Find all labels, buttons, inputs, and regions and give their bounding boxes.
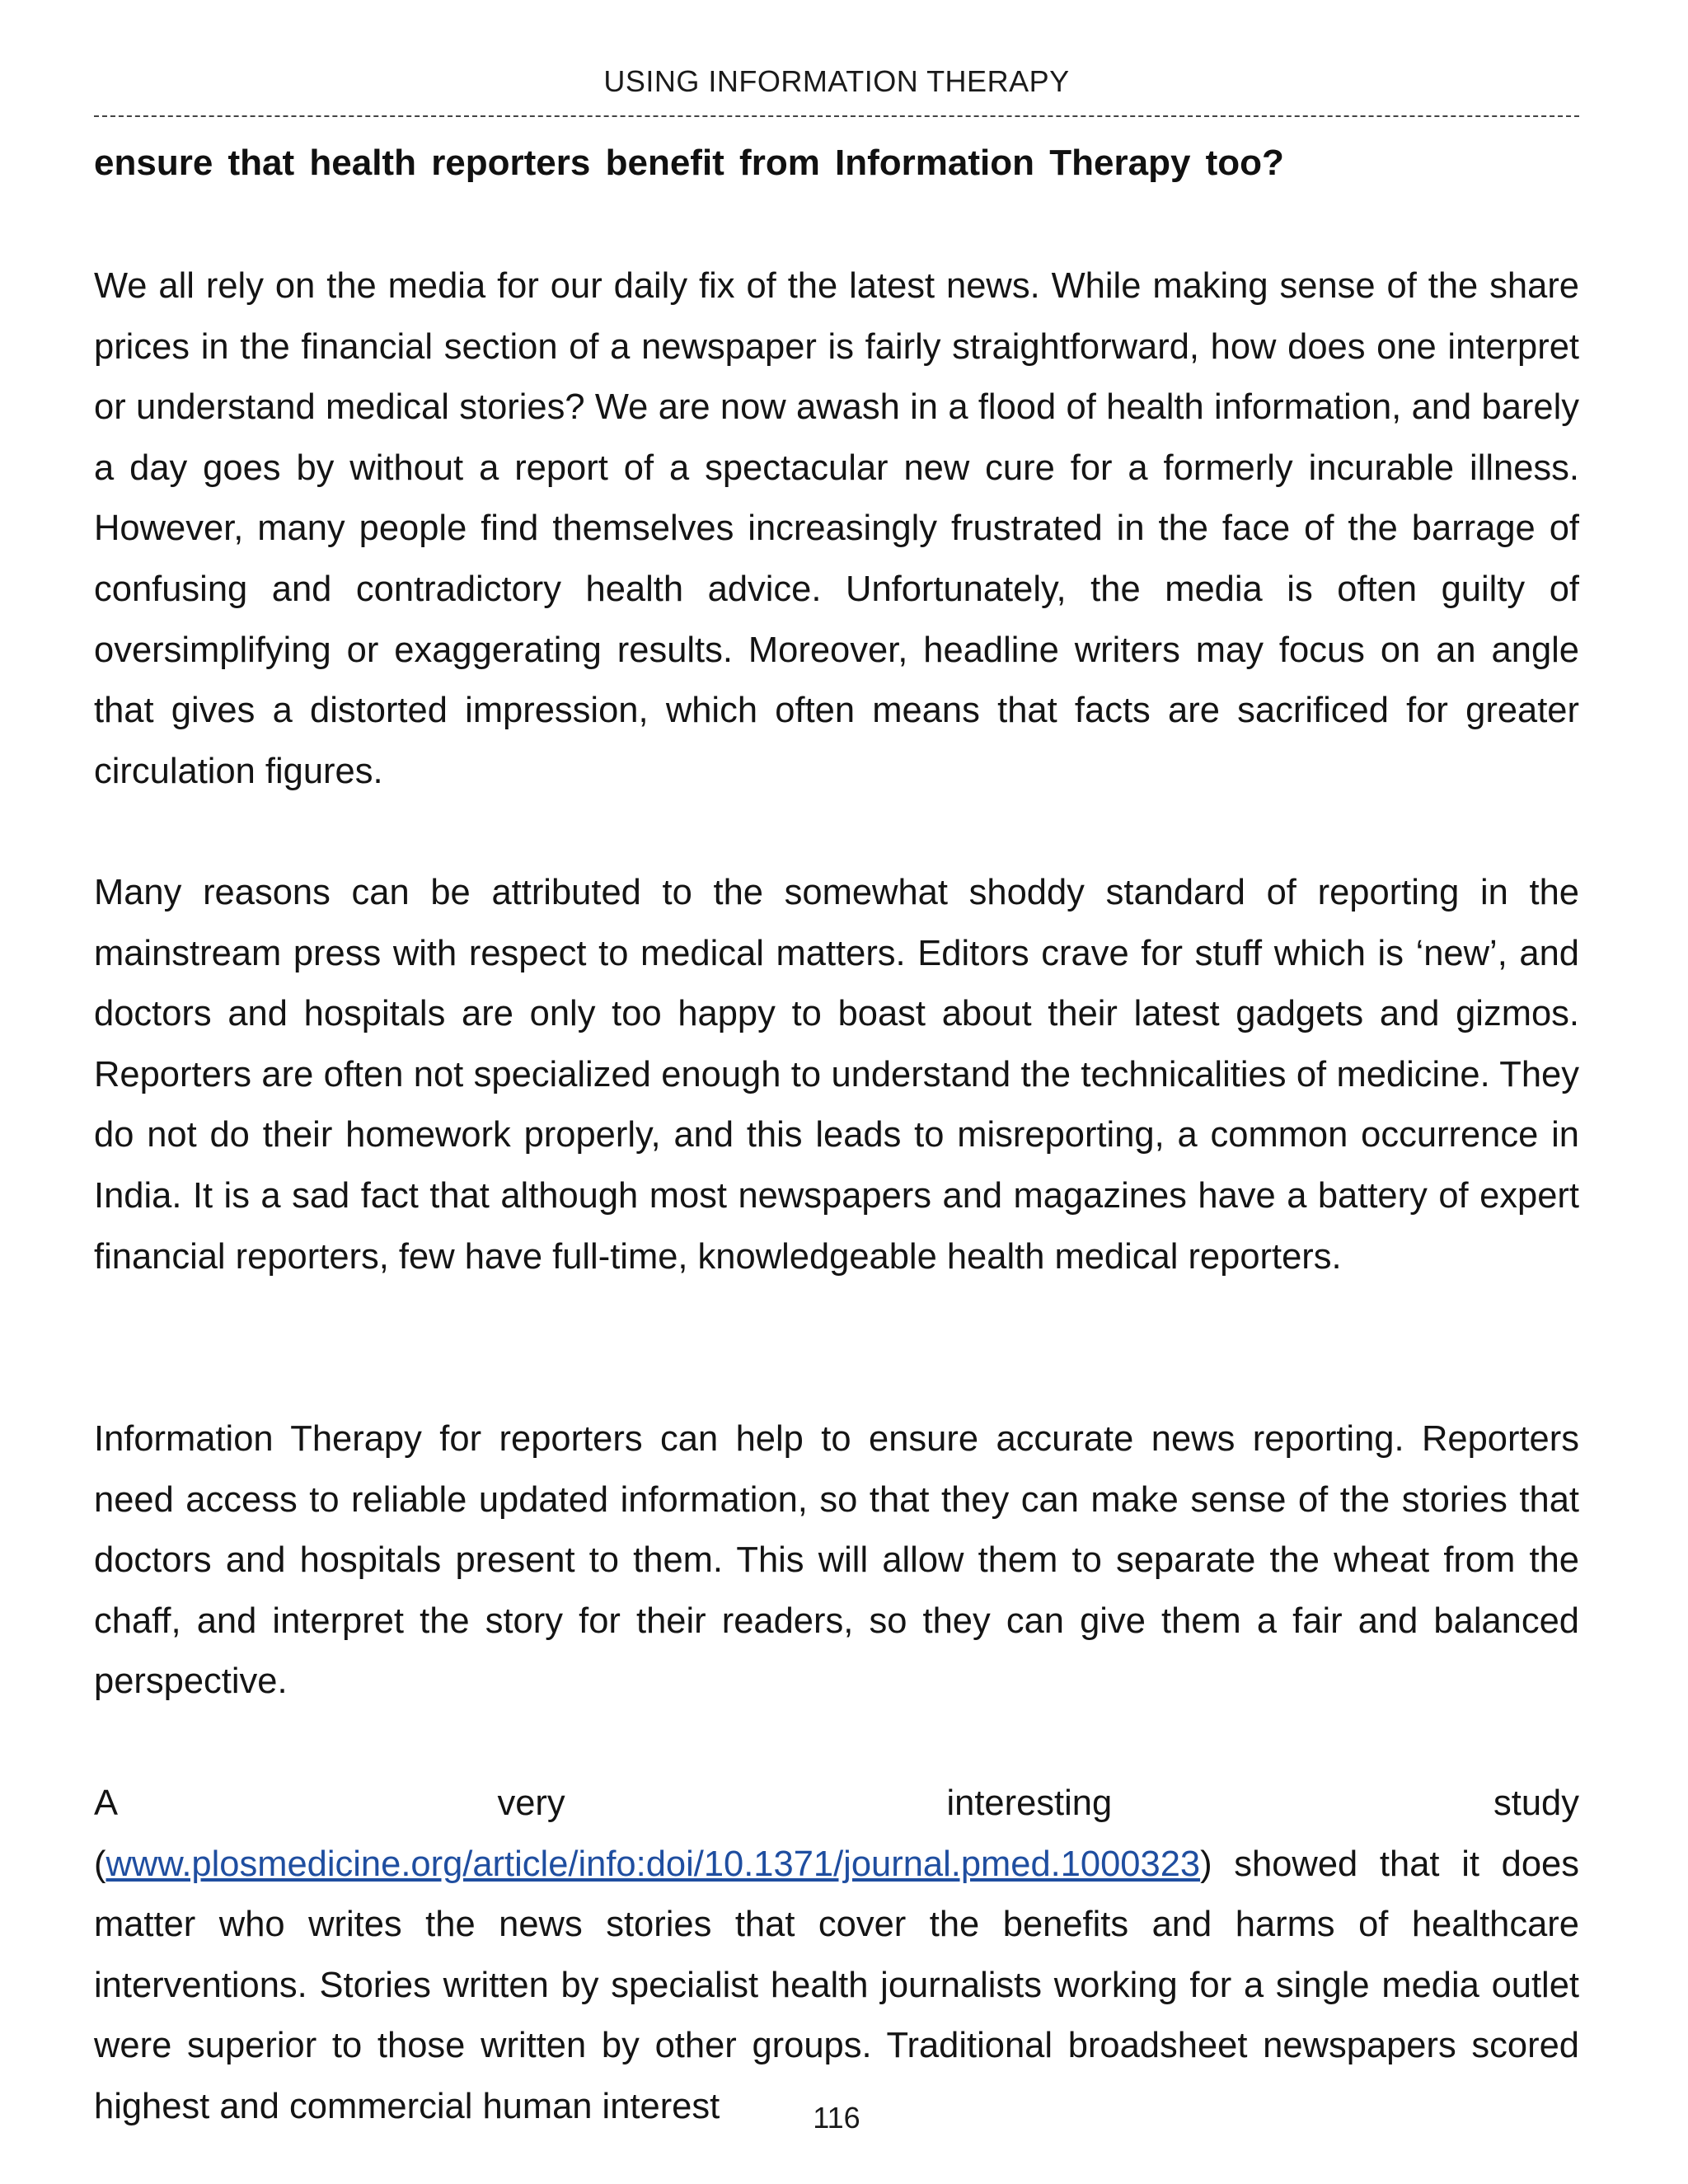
study-lead-text: A very interesting study ( — [94, 1783, 1579, 1884]
study-tail-text: ) showed that it does matter who writes the news stories that cover the benefits and harms of healthcare interventions. Stories written by specialist health journalists working for a single media outlet were superior to those written by other groups. Traditional broadsheet newspapers scored highest and commercial human interest — [94, 1844, 1579, 2126]
header-dashed-rule — [94, 115, 1579, 117]
section-heading: ensure that health reporters benefit from Information Therapy too? — [94, 143, 1284, 183]
document-page — [94, 0, 1579, 2184]
paragraph-study — [94, 1774, 1579, 2138]
study-link[interactable]: www.plosmedicine.org/article/info:doi/10.1371/journal.pmed.1000323 — [106, 1844, 1201, 1884]
paragraph-media-reliance: We all rely on the media for our daily fix of the latest news. While making sense of the share prices in the financial section of a newspaper is fairly straightforward, how does one interpret or understand medical stories? We are now awash in a flood of health information, and barely a day goes by without a report of a spectacular new cure for a formerly incurable illness. However, many people find themselves increasingly frustrated in the face of the barrage of confusing and contradictory health advice. Unfortunately, the media is often guilty of oversimplifying or exaggerating results. Moreover, headline writers may focus on an angle that gives a distorted impression, which often means that facts are sacrificed for greater circulation figures. — [94, 266, 1579, 791]
running-header: USING INFORMATION THERAPY — [603, 64, 1070, 98]
paragraph-information-therapy-reporters: Information Therapy for reporters can help to ensure accurate news reporting. Reporters need access to reliable updated information, so that they can make sense of the stories that doctors and hospitals present to them. This will allow them to separate the wheat from the chaff, and interpret the story for their readers, so they can give them a fair and balanced perspective. — [94, 1419, 1579, 1702]
paragraph-reporting-standards: Many reasons can be attributed to the somewhat shoddy standard of reporting in the mainstream press with respect to medical matters. Editors crave for stuff which is ‘new’, and doctors and hospitals are only too happy to boast about their latest gadgets and gizmos. Reporters are often not specialized enough to understand the technicalities of medicine. They do not do their homework properly, and this leads to misreporting, a common occurrence in India. It is a sad fact that although most newspapers and magazines have a battery of expert financial reporters, few have full-time, knowledgeable health medical reporters. — [94, 873, 1579, 1277]
page-number: 116 — [813, 2101, 860, 2135]
